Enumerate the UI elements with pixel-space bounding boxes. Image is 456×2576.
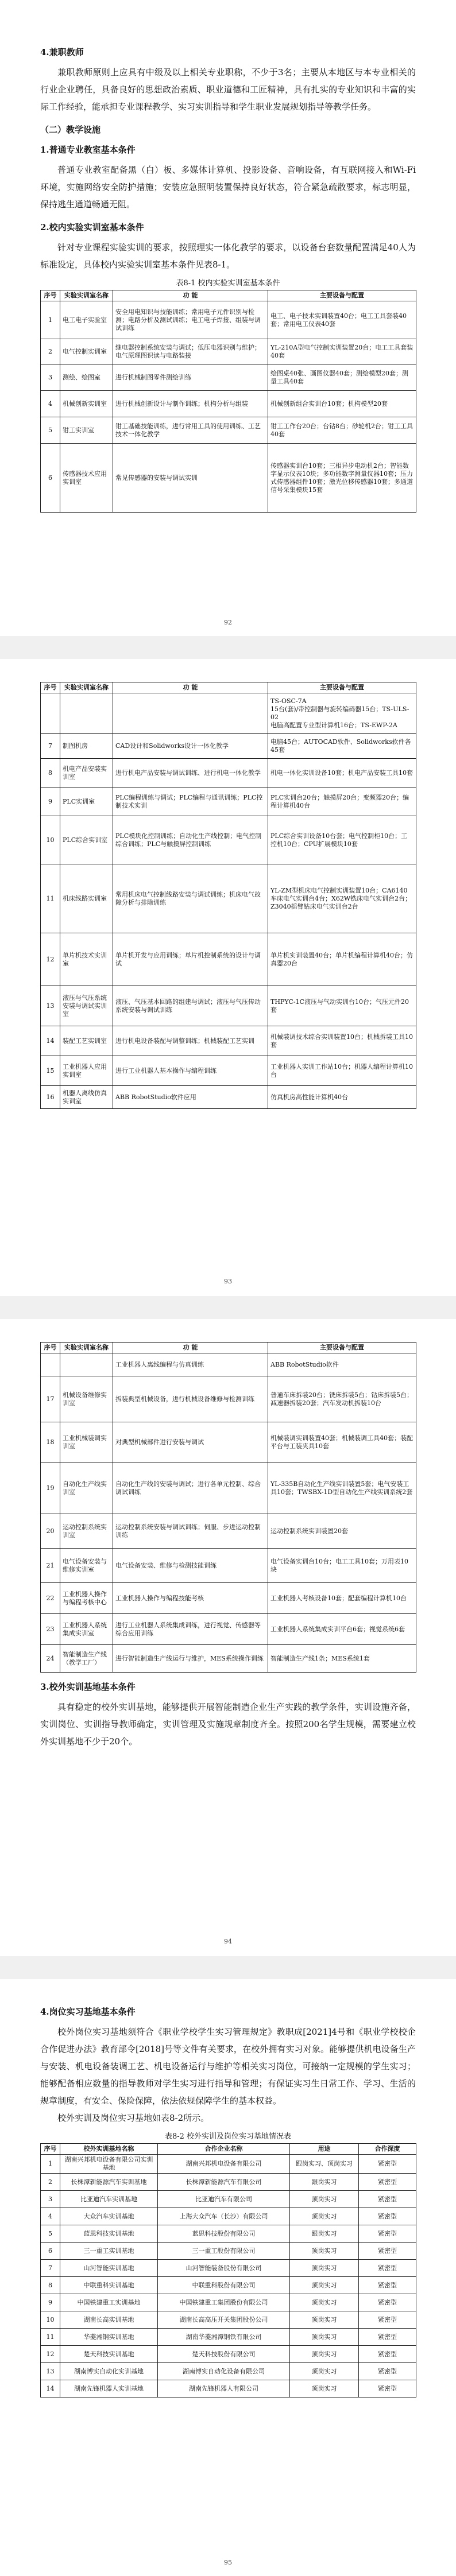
table-row (41, 301, 416, 339)
cell-company: 上海大众汽车（长沙）有限公司 (158, 2208, 290, 2225)
cell-no: 4 (41, 391, 60, 417)
paragraph-part-time-teachers: 兼职教师原则上应具有中级及以上相关专业职称，不少于3名；主要从本地区与本专业相关的行业企业聘任，具备良好的思想政治素质、职业道德和工匠精神，具有扎实的专业知识和丰富的实际工作经验，能承担专业课程教学、实习实训指导和学生职业发展规划指导等教学任务。 (40, 67, 416, 112)
cell-no: 7 (41, 2260, 60, 2277)
cell-equipment: 机械装调实训装置40套；机械装调工具40套；装配平台与工装夹具10套 (268, 1422, 416, 1462)
cell-no: 3 (41, 2191, 60, 2208)
cell-function: ABB RobotStudio软件应用 (113, 1086, 268, 1109)
cell-no: 9 (41, 2294, 60, 2311)
heading-practice-base: 4.岗位实习基地基本条件 (40, 2007, 136, 2017)
cell-no: 2 (41, 339, 60, 364)
cell-function: 进行机电设备装配与调整训练；机械装配工艺实训 (113, 1026, 268, 1056)
table-row (41, 816, 416, 864)
header-function: 功 能 (113, 1343, 268, 1353)
cell-name: 传感器技术应用实训室 (60, 444, 113, 513)
table-caption-8-1: 表8-1 校内实验实训室基本条件 (176, 279, 280, 288)
cell-no: 5 (41, 2225, 60, 2243)
table-row (41, 1353, 416, 1376)
cell-depth: 紧密型 (359, 2191, 416, 2208)
page-number: 94 (224, 1938, 232, 1945)
cell-name (60, 1353, 113, 1376)
cell-name: PLC综合实训室 (60, 816, 113, 864)
cell-equipment: 机械装调技术综合实训装置10台；机械拆装工具10套 (268, 1026, 416, 1056)
cell-name: 机械设备维修实训室 (60, 1376, 113, 1422)
table-row (41, 759, 416, 787)
cell-equipment: PLC综合实训设备10台套；电气控制柜10台；工控机10台；CPU扩展模块10套 (268, 816, 416, 864)
cell-company: 长株潭新能源汽车有限公司 (158, 2174, 290, 2191)
header-name: 实验实训室名称 (60, 1343, 113, 1353)
table-row (41, 2260, 416, 2277)
table-row (41, 2208, 416, 2225)
cell-name: 电工电子实验室 (60, 301, 113, 339)
cell-depth: 紧密型 (359, 2174, 416, 2191)
cell-use: 顶岗实习 (290, 2380, 359, 2397)
header-equipment: 主要设备与配置 (268, 682, 416, 693)
table-header-row (41, 682, 416, 693)
cell-equipment: 单片机实训装置40台；单片机编程计算机40台；仿真器20台 (268, 933, 416, 986)
cell-name: 自动化生产线实训室 (60, 1462, 113, 1514)
cell-name: 工业机械装调实训室 (60, 1422, 113, 1462)
table-row (41, 1086, 416, 1109)
cell-base-name: 三一重工实训基地 (60, 2243, 158, 2260)
cell-name: 工业机器人操作与编程考核中心 (60, 1583, 113, 1614)
heading-offsite-base: 3.校外实训基地基本条件 (40, 1682, 136, 1692)
cell-no: 6 (41, 444, 60, 513)
cell-depth: 紧密型 (359, 2208, 416, 2225)
header-equipment: 主要设备与配置 (268, 1343, 416, 1353)
cell-equipment: PLC实训台20台；触摸屏20台；变频器20台；编程计算机40台 (268, 787, 416, 816)
header-company: 合作企业名称 (158, 2144, 290, 2155)
cell-function: 电气设备安装、维修与检测技能训练 (113, 1549, 268, 1583)
cell-name: 电气控制实训室 (60, 339, 113, 364)
cell-function: 继电器控制系统安装与调试；低压电器识别与维护；电气原理图识读与电路装接 (113, 339, 268, 364)
cell-no: 10 (41, 2311, 60, 2329)
cell-company: 湖南长高高压开关集团股份公司 (158, 2311, 290, 2329)
cell-no: 10 (41, 816, 60, 864)
cell-no: 18 (41, 1422, 60, 1462)
cell-company: 山河智能装备股份有限公司 (158, 2260, 290, 2277)
header-no: 序号 (41, 2144, 60, 2155)
cell-name: 智能制造生产线（教学工厂） (60, 1645, 113, 1673)
cell-no: 11 (41, 864, 60, 933)
cell-equipment: ABB RobotStudio软件 (268, 1353, 416, 1376)
table-row (41, 1583, 416, 1614)
page-1 (0, 0, 456, 636)
cell-equipment: 绘图桌40张、画图仪器40套；测绘模型20套；测量工具40套 (268, 364, 416, 391)
paragraph-table-ref: 校外实训及岗位实习基地如表8-2所示。 (57, 2113, 210, 2123)
cell-no: 11 (41, 2329, 60, 2346)
table-row (41, 2191, 416, 2208)
table-row (41, 986, 416, 1026)
cell-base-name: 湖南兴邦机电设备有限公司实训基地 (60, 2155, 158, 2174)
table-row (41, 734, 416, 759)
cell-function: 拆装典型机械设备，进行机械设备维修与检测训练 (113, 1376, 268, 1422)
cell-base-name: 湖南长高实训基地 (60, 2311, 158, 2329)
cell-function: 进行工业机器人系统集成训练，进行视觉、传感器等综合应用训练 (113, 1614, 268, 1645)
table-row (41, 1376, 416, 1422)
table-row (41, 864, 416, 933)
cell-depth: 紧密型 (359, 2311, 416, 2329)
cell-use: 顶岗实习 (290, 2191, 359, 2208)
cell-base-name: 湖南博实自动化实训基地 (60, 2363, 158, 2380)
cell-company: 楚天科技股份有限公司 (158, 2346, 290, 2363)
cell-use: 顶岗实习 (290, 2311, 359, 2329)
cell-company: 湖南博实自动化设备有限公司 (158, 2363, 290, 2380)
cell-name: 机电产品安装实训室 (60, 759, 113, 787)
cell-name: 制图机房 (60, 734, 113, 759)
table-8-1-continued (40, 682, 416, 1109)
paragraph-offsite-base: 具有稳定的校外实训基地，能够提供开展智能制造企业生产实践的教学条件，实训设施齐备，实训岗位、实训指导教师确定，实训管理及实施规章制度齐全。按照200名学生规模，需要建立校外实训基地不少于20个。 (40, 1702, 416, 1747)
header-no: 序号 (41, 290, 60, 301)
cell-function: 运动控制系统安装与调试训练；伺服、步进运动控制训练 (113, 1514, 268, 1549)
cell-no: 4 (41, 2208, 60, 2225)
cell-function: PLC模块化控制训练；自动化生产线控制；电气控制综合训练；PLC与触摸屏控制训练 (113, 816, 268, 864)
table-row (41, 391, 416, 417)
cell-equipment: TS-OSC-7A 15台(套)/带控制器与旋转编码器15台；TS-ULS-02 电脑高配置专业型计算机16台；TS-EWP-2A (268, 693, 416, 734)
table-8-2 (40, 2143, 416, 2397)
cell-name: 工业机器人系统集成实训室 (60, 1614, 113, 1645)
table-row (41, 2311, 416, 2329)
cell-equipment: 普通车床拆装20台；铣床拆装5台；钻床拆装5台；减速器拆装20套；汽车发动机拆装10台 (268, 1376, 416, 1422)
cell-no: 2 (41, 2174, 60, 2191)
cell-equipment: YL-210A型电气控制实训装置20台；电工工具套装40套 (268, 339, 416, 364)
table-8-1 (40, 290, 416, 513)
cell-no: 15 (41, 1056, 60, 1086)
cell-function: CAD设计和Solidworks设计一体化教学 (113, 734, 268, 759)
cell-equipment: 工业机器人实训工作站10台；机器人编程计算机10台 (268, 1056, 416, 1086)
page-gap (0, 636, 456, 659)
cell-no: 8 (41, 2277, 60, 2294)
cell-no (41, 693, 60, 734)
page-number: 93 (224, 1278, 232, 1285)
cell-company: 三一重工股份有限公司 (158, 2243, 290, 2260)
header-no: 序号 (41, 1343, 60, 1353)
cell-no: 12 (41, 2346, 60, 2363)
header-name: 实验实训室名称 (60, 290, 113, 301)
heading-lab: 2.校内实验实训室基本条件 (40, 222, 144, 232)
cell-no: 13 (41, 986, 60, 1026)
table-row (41, 417, 416, 444)
table-8-1-continued (40, 1342, 416, 1673)
cell-base-name: 中联重科实训基地 (60, 2277, 158, 2294)
cell-name: 装配工艺实训室 (60, 1026, 113, 1056)
table-row (41, 2277, 416, 2294)
cell-use: 顶岗实习 (290, 2294, 359, 2311)
table-row (41, 1026, 416, 1056)
heading-part-time-teachers: 4.兼职教师 (40, 47, 84, 57)
header-base-name: 校外实训基地名称 (60, 2144, 158, 2155)
cell-function: 自动化生产线的安装与调试；进行各单元控制、综合调试训练 (113, 1462, 268, 1514)
table-header-row (41, 1343, 416, 1353)
table-row (41, 2294, 416, 2311)
cell-use: 跟岗实习 (290, 2225, 359, 2243)
cell-equipment: 机电一体化实训设备10套；机电产品安装工具10套 (268, 759, 416, 787)
cell-name: 单片机技术实训室 (60, 933, 113, 986)
table-row (41, 1614, 416, 1645)
cell-base-name: 华菱湘钢实训基地 (60, 2329, 158, 2346)
cell-depth: 紧密型 (359, 2346, 416, 2363)
cell-equipment: YL-ZM型机床电气控制实训装置10台；CA6140车床电气实训台4台；X62W铣床电气实训台2台；Z3040摇臂钻床电气实训台2台 (268, 864, 416, 933)
cell-depth: 紧密型 (359, 2294, 416, 2311)
header-function: 功 能 (113, 682, 268, 693)
cell-no: 14 (41, 1026, 60, 1056)
table-row (41, 2380, 416, 2397)
page-2 (0, 659, 456, 1296)
cell-no: 9 (41, 787, 60, 816)
cell-no: 14 (41, 2380, 60, 2397)
cell-function: 进行机械创新设计与制作训练；机构分析与组装 (113, 391, 268, 417)
cell-depth: 紧密型 (359, 2225, 416, 2243)
table-row (41, 444, 416, 513)
header-use: 用途 (290, 2144, 359, 2155)
header-depth: 合作深度 (359, 2144, 416, 2155)
cell-company: 比亚迪汽车有限公司 (158, 2191, 290, 2208)
cell-depth: 紧密型 (359, 2329, 416, 2346)
cell-base-name: 中国铁建重工实训基地 (60, 2294, 158, 2311)
cell-base-name: 山河智能实训基地 (60, 2260, 158, 2277)
cell-depth: 紧密型 (359, 2243, 416, 2260)
paragraph-lab: 针对专业课程实验实训的要求，按照理实一体化教学的要求，以设备台套数量配置满足40人为标准设定，具体校内实验实训室基本条件见表8-1。 (40, 242, 416, 270)
cell-base-name: 大众汽车实训基地 (60, 2208, 158, 2225)
table-row (41, 1549, 416, 1583)
cell-name: 液压与气压系统安装与调试实训室 (60, 986, 113, 1026)
cell-no: 17 (41, 1376, 60, 1422)
cell-equipment: 智能制造生产线1条；MES系统1套 (268, 1645, 416, 1673)
table-row (41, 2329, 416, 2346)
table-row (41, 787, 416, 816)
cell-equipment: THPYC-1C液压与气动实训台10台；气压元件20套 (268, 986, 416, 1026)
table-row (41, 2225, 416, 2243)
table-row (41, 1462, 416, 1514)
cell-depth: 紧密型 (359, 2380, 416, 2397)
page-number: 92 (224, 619, 232, 626)
table-header-row (41, 290, 416, 301)
cell-name: 运动控制系统实训室 (60, 1514, 113, 1549)
cell-company: 湖南兴邦机电设备有限公司 (158, 2155, 290, 2174)
table-caption-8-2: 表8-2 校外实训及岗位实习基地情况表 (164, 2132, 292, 2141)
cell-use: 顶岗实习 (290, 2208, 359, 2225)
cell-function: 工业机器人离线编程与仿真训练 (113, 1353, 268, 1376)
cell-name: 电气设备安装与维修实训室 (60, 1549, 113, 1583)
cell-base-name: 湖南先锋机器人实训基地 (60, 2380, 158, 2397)
cell-name: 测绘、绘图室 (60, 364, 113, 391)
cell-no: 20 (41, 1514, 60, 1549)
cell-function: 常用机床电气控制线路安装与调试训练；机床电气故障分析与排除训练 (113, 864, 268, 933)
cell-name: 钳工实训室 (60, 417, 113, 444)
table-row (41, 2243, 416, 2260)
cell-base-name: 比亚迪汽车实训基地 (60, 2191, 158, 2208)
cell-equipment: 仿真机房高性能计算机40台 (268, 1086, 416, 1109)
cell-name: 机床线路实训室 (60, 864, 113, 933)
cell-company: 中联重科股份有限公司 (158, 2277, 290, 2294)
cell-no: 6 (41, 2243, 60, 2260)
cell-no: 19 (41, 1462, 60, 1514)
heading-teaching-conditions: （二）教学设施 (40, 125, 101, 135)
cell-function: 安全用电知识与技能训练；常用电子元件识别与检测；电路分析及测试训练；电工电子焊接、组装与调试训练 (113, 301, 268, 339)
cell-equipment: 传感器实训台10套；三相异步电动机2台；智能数字显示仪表10块；多功能数字测量仪器10套；压力式传感器组件10套；激光位移传感器10套；多通道信号采集模块15套 (268, 444, 416, 513)
table-row (41, 693, 416, 734)
cell-no: 1 (41, 2155, 60, 2174)
table-row (41, 364, 416, 391)
cell-equipment: YL-335B自动化生产线实训装置5套；电气安装工具10套；TWSBX-1D型自动化生产线实训系统2套 (268, 1462, 416, 1514)
cell-function: 单片机开发与应用训练；单片机控制系统的设计与调试 (113, 933, 268, 986)
cell-function: 常见传感器的安装与调试实训 (113, 444, 268, 513)
cell-equipment: 电工、电子技术实训装置40台；电工工具套装40套；常用电工仪表40套 (268, 301, 416, 339)
cell-function: 对典型机械部件进行安装与调试 (113, 1422, 268, 1462)
cell-use: 跟岗实习、顶岗实习 (290, 2155, 359, 2174)
table-row (41, 1645, 416, 1673)
paragraph-practice-base: 校外岗位实习基地须符合《职业学校学生实习管理规定》教职成[2021]4号和《职业学校校企合作促进办法》教育部令[2018]号等文件有关要求，在校外拥有实习对象。能够提供机电设备生产与安装、机电设备装调工艺、机电设备运行与维护等相关实习岗位，可接纳一定规模的学生实习；能够配备相应数量的指导教师对学生实习进行指导和管理；有保证实习生日常工作、学习、生活的规章制度，有安全、保险保障，依法依规保障学生的基本权益。 (40, 2027, 416, 2106)
cell-equipment: 机械创新组合实训台10套；机构模型20套 (268, 391, 416, 417)
cell-company: 中国铁建重工集团股份有限公司 (158, 2294, 290, 2311)
cell-depth: 紧密型 (359, 2277, 416, 2294)
page-gap (0, 1956, 456, 1979)
cell-no: 8 (41, 759, 60, 787)
cell-use: 顶岗实习 (290, 2329, 359, 2346)
cell-depth: 紧密型 (359, 2260, 416, 2277)
cell-no: 13 (41, 2363, 60, 2380)
cell-name: PLC实训室 (60, 787, 113, 816)
table-row (41, 1056, 416, 1086)
cell-equipment: 钳工工作台20台；台钻8台；砂轮机2台；钳工工具40套 (268, 417, 416, 444)
header-no: 序号 (41, 682, 60, 693)
cell-base-name: 楚天科技实训基地 (60, 2346, 158, 2363)
page-4 (0, 1979, 456, 2576)
cell-no: 3 (41, 364, 60, 391)
cell-no: 7 (41, 734, 60, 759)
table-row (41, 1514, 416, 1549)
page-3 (0, 1319, 456, 1956)
cell-no: 16 (41, 1086, 60, 1109)
cell-function: PLC编程训练与调试；PLC编程与通讯训练；PLC控制技术实训 (113, 787, 268, 816)
page-gap (0, 1296, 456, 1319)
cell-base-name: 长株潭新能源汽车实训基地 (60, 2174, 158, 2191)
cell-base-name: 蓝思科技实训基地 (60, 2225, 158, 2243)
cell-depth: 紧密型 (359, 2363, 416, 2380)
table-row (41, 2155, 416, 2174)
cell-no: 5 (41, 417, 60, 444)
cell-name: 机械创新实训室 (60, 391, 113, 417)
table-row (41, 2363, 416, 2380)
cell-name: 工业机器人应用实训室 (60, 1056, 113, 1086)
table-row (41, 339, 416, 364)
cell-no: 12 (41, 933, 60, 986)
cell-equipment: 工业机器人系统集成实训平台6套；视觉系统6套 (268, 1614, 416, 1645)
cell-name: 机器人离线仿真实训室 (60, 1086, 113, 1109)
table-row (41, 1422, 416, 1462)
cell-no: 22 (41, 1583, 60, 1614)
cell-no: 21 (41, 1549, 60, 1583)
cell-name (60, 693, 113, 734)
heading-classroom: 1.普通专业教室基本条件 (40, 145, 136, 155)
cell-no: 23 (41, 1614, 60, 1645)
cell-company: 蓝思科技股份有限公司 (158, 2225, 290, 2243)
table-row (41, 2346, 416, 2363)
cell-use: 顶岗实习 (290, 2277, 359, 2294)
cell-use: 顶岗实习 (290, 2260, 359, 2277)
cell-use: 跟岗实习 (290, 2174, 359, 2191)
table-row (41, 933, 416, 986)
table-row (41, 2174, 416, 2191)
table-header-row (41, 2144, 416, 2155)
cell-equipment: 工业机器人考核设备10套；配套编程计算机10台 (268, 1583, 416, 1614)
cell-depth: 紧密型 (359, 2155, 416, 2174)
cell-function: 液压、气压基本回路的组建与调试；液压与气压传动系统安装与调试训练 (113, 986, 268, 1026)
cell-company: 湖南先锋机器人有限公司 (158, 2380, 290, 2397)
cell-function: 进行工业机器人基本操作与编程训练 (113, 1056, 268, 1086)
cell-equipment: 电气设备实训台10台；电工工具10套；万用表10块 (268, 1549, 416, 1583)
header-equipment: 主要设备与配置 (268, 290, 416, 301)
cell-use: 顶岗实习 (290, 2363, 359, 2380)
cell-function: 进行智能制造生产线运行与维护，MES系统操作训练 (113, 1645, 268, 1673)
cell-no: 24 (41, 1645, 60, 1673)
cell-function (113, 693, 268, 734)
cell-use: 顶岗实习 (290, 2346, 359, 2363)
header-name: 实验实训室名称 (60, 682, 113, 693)
page-number: 95 (224, 2559, 232, 2566)
cell-use: 顶岗实习 (290, 2243, 359, 2260)
cell-function: 工业机器人操作与编程技能考核 (113, 1583, 268, 1614)
cell-function: 钳工基础技能训练，进行常用工具的使用训练、工艺技术一体化教学 (113, 417, 268, 444)
header-function: 功 能 (113, 290, 268, 301)
cell-no (41, 1353, 60, 1376)
cell-function: 进行机械制图零件测绘训练 (113, 364, 268, 391)
paragraph-classroom: 普通专业教室配备黑（白）板、多媒体计算机、投影设备、音响设备，有互联网接入和Wi-Fi环境，实施网络安全防护措施；安装应急照明装置保持良好状态，符合紧急疏散要求，标志明显，保持逃生通道畅通无阻。 (40, 165, 416, 210)
cell-no: 1 (41, 301, 60, 339)
cell-equipment: 电脑45台；AUTOCAD软件、Solidworks软件各45套 (268, 734, 416, 759)
cell-company: 湖南华菱湘潭钢铁有限公司 (158, 2329, 290, 2346)
cell-function: 进行机电产品安装与调试训练、进行机电一体化教学 (113, 759, 268, 787)
cell-equipment: 运动控制系统实训装置20套 (268, 1514, 416, 1549)
